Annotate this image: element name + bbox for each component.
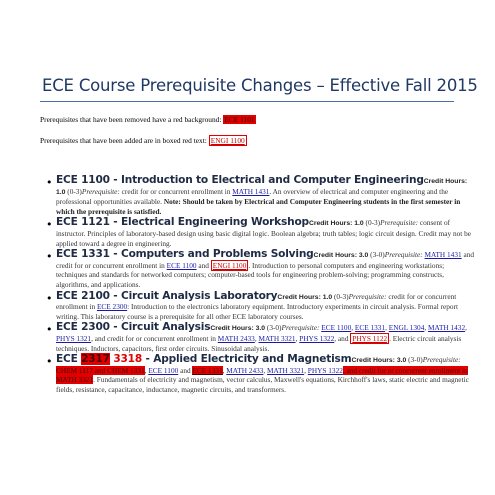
credit-hours: Credit Hours: 3.0 [351,357,407,365]
course-ece-3318 [46,353,474,394]
course-title [56,353,352,365]
text-segment: and credit for or concurrent enrollment in [56,250,474,270]
course-note: Note: Should be taken by Electrical and Computer Engineering students in the first semester in which the prerequisite is satisfied. [56,197,461,216]
text-segment: . Introduction to personal computers and engineering workstations; techniques and standards for networked computers; computer-based tools for engineering problem-solving; programming constructs, algorithms, and applications. [56,260,445,289]
removed-prereq-ece-1331[interactable]: ECE 1331 [192,365,223,375]
course-ece-1121 [46,216,474,248]
course-link-engl-1304[interactable]: ENGL 1304 [388,323,425,333]
course-description [56,323,474,353]
course-link-ece-1100[interactable]: ECE 1100 [148,365,179,375]
course-description [56,355,474,394]
course-link-math-1432[interactable]: MATH 1432 [428,323,466,333]
course-title-rest: - Applied Electricity and Magnetism [142,353,352,366]
course-link-math-3321[interactable]: MATH 3321 [267,365,305,375]
credit-hours-detail: (0-3) [65,186,82,196]
text-segment: . An overview of electrical and computer engineering and the professional opportunities available. [56,186,449,207]
text-segment: credit for or concurrent enrollment in [119,186,233,196]
legend-removed-example: ECE 1101 [224,115,255,124]
title-divider [40,101,454,102]
separator: , [222,365,227,375]
bullet-icon: • [46,250,53,264]
legend-removed-text: Prerequisites that have been removed have a red background: [40,115,222,124]
text-segment: . Electric circuit analysis techniques. Inductors, capacitors, first order circuits. Sinusoidal analysis. [56,333,462,353]
course-title: ECE 2100 - Circuit Analysis Laboratory [56,289,278,302]
separator: , [295,333,300,343]
legend-added-example: ENGI 1100 [210,136,245,145]
course-link-phys-1322[interactable]: PHYS 1322 [299,333,335,343]
course-ece-1331 [46,248,474,289]
course-link-math-2433[interactable]: MATH 2433 [217,333,255,343]
course-link-ece-2300[interactable]: ECE 2300 [96,302,128,312]
credit-hours: Credit Hours: 1.0 [56,178,468,196]
separator: , [465,323,467,333]
credit-hours: Credit Hours: 3.0 [313,252,369,260]
course-description [56,176,474,216]
course-link-math-3321[interactable]: MATH 3321 [258,333,296,343]
course-link-ece-1331[interactable]: ECE 1331 [354,323,386,333]
prerequisite-label: Prerequisite: [81,186,120,196]
course-title-prefix: ECE [56,353,82,366]
course-description [56,250,474,289]
separator: , [424,323,429,333]
added-prereq-engi-1100[interactable]: ENGI 1100 [212,260,247,270]
credit-hours-detail: (0-3) [332,291,349,301]
legend-removed [40,115,256,124]
separator: , [385,323,389,333]
text-segment: , and credit for or concurrent enrollment in [91,333,218,343]
separator: , [144,365,149,375]
course-description [56,218,474,248]
course-link-ece-1100[interactable]: ECE 1100 [166,260,197,270]
new-course-number: 3318 [113,353,143,366]
removed-prereq-chem: CHEM 1117 and CHEM 1331 [56,365,145,375]
text-segment: and [196,260,211,270]
credit-hours: Credit Hours: 1.0 [308,220,364,228]
course-link-ece-1100[interactable]: ECE 1100 [321,323,352,333]
credit-hours-detail: (3-0) [265,323,282,333]
bullet-icon: • [46,355,53,369]
course-title: ECE 1100 - Introduction to Electrical and Computer Engineering [56,174,424,186]
course-ece-1100 [46,174,474,216]
prerequisite-label: Prerequisite: [380,218,419,228]
course-title: ECE 2300 - Circuit Analysis [56,321,211,334]
added-prereq-phys-1122[interactable]: PHYS 1122 [352,333,388,343]
course-ece-2100 [46,289,474,322]
course-title: ECE 1121 - Electrical Engineering Workshop [56,216,309,229]
text-segment: : Introduction to the electronics laboratory equipment. Introductory experiments in circuit analysis. Formal report writing. This laboratory course is a prerequisite for all other ECE laboratory courses. [56,302,459,321]
text-segment: . Fundamentals of electricity and magnetism, vector calculus, Maxwell's equations, Kirchhoff's laws, static electric and magnetic fields, resistance, capacitance, inductance, magnetic circuits, and transformers. [56,375,469,394]
removed-prereq-concurrent: , and credit for or concurrent enrollment in MATH 3321 [56,365,468,385]
course-link-math-1431[interactable]: MATH 1431 [424,250,462,260]
bullet-icon: • [46,291,53,305]
prerequisite-label: Prerequisite: [384,250,423,260]
page-title: ECE Course Prerequisite Changes – Effective Fall 2015 [42,76,478,95]
text-segment: , and [334,333,351,343]
course-link-phys-1322[interactable]: PHYS 1322 [307,365,343,375]
prerequisite-label: Prerequisite: [281,323,320,333]
credit-hours-detail: (3-0) [406,355,423,365]
bullet-icon: • [46,218,53,232]
legend-added-text: Prerequisites that have been added are in boxed red text: [40,136,207,145]
course-title: ECE 1331 - Computers and Problems Solving [56,248,314,261]
separator: , [351,323,355,333]
course-list [46,174,474,396]
prerequisite-label: Prerequisite: [422,355,461,365]
course-description [56,289,474,322]
course-link-math-2433[interactable]: MATH 2433 [226,365,264,375]
bullet-icon: • [46,323,53,337]
text-segment: consent of instructor. Principles of laboratory-based design using basic digital logic. Boolean algebra; truth tables; logic circuit design. Credit may not be applied toward a degree in engineering. [56,218,472,248]
course-link-math-1431[interactable]: MATH 1431 [232,186,270,196]
course-ece-2300 [46,321,474,353]
separator: , [304,365,308,375]
credit-hours-detail: (3-0) [368,250,385,260]
prerequisite-label: Prerequisite: [348,291,387,301]
bullet-icon: • [46,176,53,189]
course-link-phys-1321[interactable]: PHYS 1321 [56,333,92,343]
text-segment: and [178,365,193,375]
separator: , [254,333,259,343]
credit-hours: Credit Hours: 3.0 [210,325,266,333]
separator: , [263,365,268,375]
removed-course-number: 2317 [81,353,110,366]
credit-hours: Credit Hours: 1.0 [277,293,333,301]
credit-hours-detail: (0-3) [363,218,381,228]
text-segment: credit for or concurrent enrollment in [56,291,457,312]
legend-added [40,136,247,145]
